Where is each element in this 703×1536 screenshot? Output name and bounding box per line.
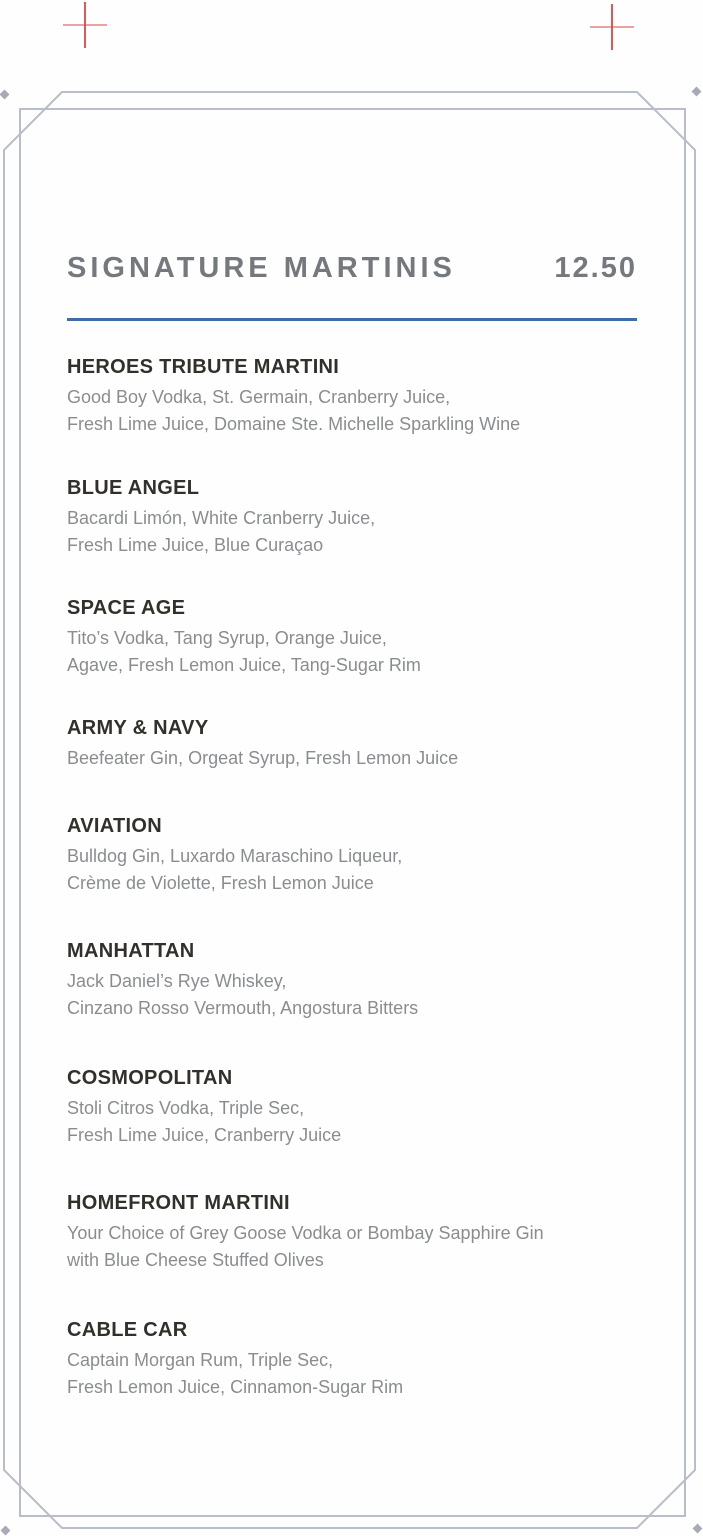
menu-item-name: COSMOPOLITAN	[67, 1067, 233, 1089]
menu-item	[67, 354, 647, 438]
crop-mark-horizontal-line	[590, 26, 634, 28]
menu-item	[67, 1065, 647, 1149]
menu-item-description-line: Tito’s Vodka, Tang Syrup, Orange Juice,	[67, 628, 387, 648]
menu-item	[67, 475, 647, 559]
menu-item-description-line: Beefeater Gin, Orgeat Syrup, Fresh Lemon Juice	[67, 748, 459, 768]
menu-item	[67, 813, 647, 897]
menu-item-description-line: Fresh Lime Juice, Cranberry Juice	[67, 1125, 342, 1145]
crop-mark-icon	[62, 2, 108, 48]
menu-item-description-line: Agave, Fresh Lemon Juice, Tang-Sugar Rim	[67, 655, 421, 675]
section-title: SIGNATURE MARTINIS	[67, 252, 456, 284]
menu-item-description-line: Stoli Citros Vodka, Triple Sec,	[67, 1098, 305, 1118]
menu-item-description-line: Bacardi Limón, White Cranberry Juice,	[67, 508, 376, 528]
menu-item-description-line: Fresh Lime Juice, Domaine Ste. Michelle Sparkling Wine	[67, 414, 521, 434]
section-header	[67, 250, 637, 286]
menu-item-name: ARMY & NAVY	[67, 717, 209, 739]
menu-item	[67, 938, 647, 1022]
menu-item-description-line: Crème de Violette, Fresh Lemon Juice	[67, 873, 374, 893]
section-price: 12.50	[554, 252, 637, 284]
menu-item-name: HOMEFRONT MARTINI	[67, 1192, 290, 1214]
header-divider-rule	[67, 318, 637, 321]
menu-item-description-line: with Blue Cheese Stuffed Olives	[67, 1250, 324, 1270]
crop-mark-icon	[589, 4, 635, 50]
menu-item-description-line: Good Boy Vodka, St. Germain, Cranberry Juice,	[67, 387, 451, 407]
octagon-frame	[4, 92, 695, 1528]
menu-item	[67, 1190, 647, 1274]
menu-item-name: HEROES TRIBUTE MARTINI	[67, 356, 340, 378]
menu-item-name: BLUE ANGEL	[67, 477, 200, 499]
menu-item-description-line: Cinzano Rosso Vermouth, Angostura Bitters	[67, 998, 419, 1018]
menu-item	[67, 1317, 647, 1401]
menu-item-description-line: Jack Daniel’s Rye Whiskey,	[67, 971, 287, 991]
menu-item-name: MANHATTAN	[67, 940, 195, 962]
menu-item-name: CABLE CAR	[67, 1319, 188, 1341]
menu-item-name: SPACE AGE	[67, 597, 186, 619]
menu-item-description-line: Fresh Lemon Juice, Cinnamon-Sugar Rim	[67, 1377, 404, 1397]
crop-mark-horizontal-line	[63, 24, 107, 26]
menu-item-description-line: Fresh Lime Juice, Blue Curaçao	[67, 535, 324, 555]
menu-item	[67, 715, 647, 772]
menu-item-description-line: Your Choice of Grey Goose Vodka or Bombay Sapphire Gin	[67, 1223, 544, 1243]
menu-item	[67, 595, 647, 679]
menu-item-description-line: Bulldog Gin, Luxardo Maraschino Liqueur,	[67, 846, 403, 866]
menu-item-name: AVIATION	[67, 815, 162, 837]
menu-item-description-line: Captain Morgan Rum, Triple Sec,	[67, 1350, 334, 1370]
